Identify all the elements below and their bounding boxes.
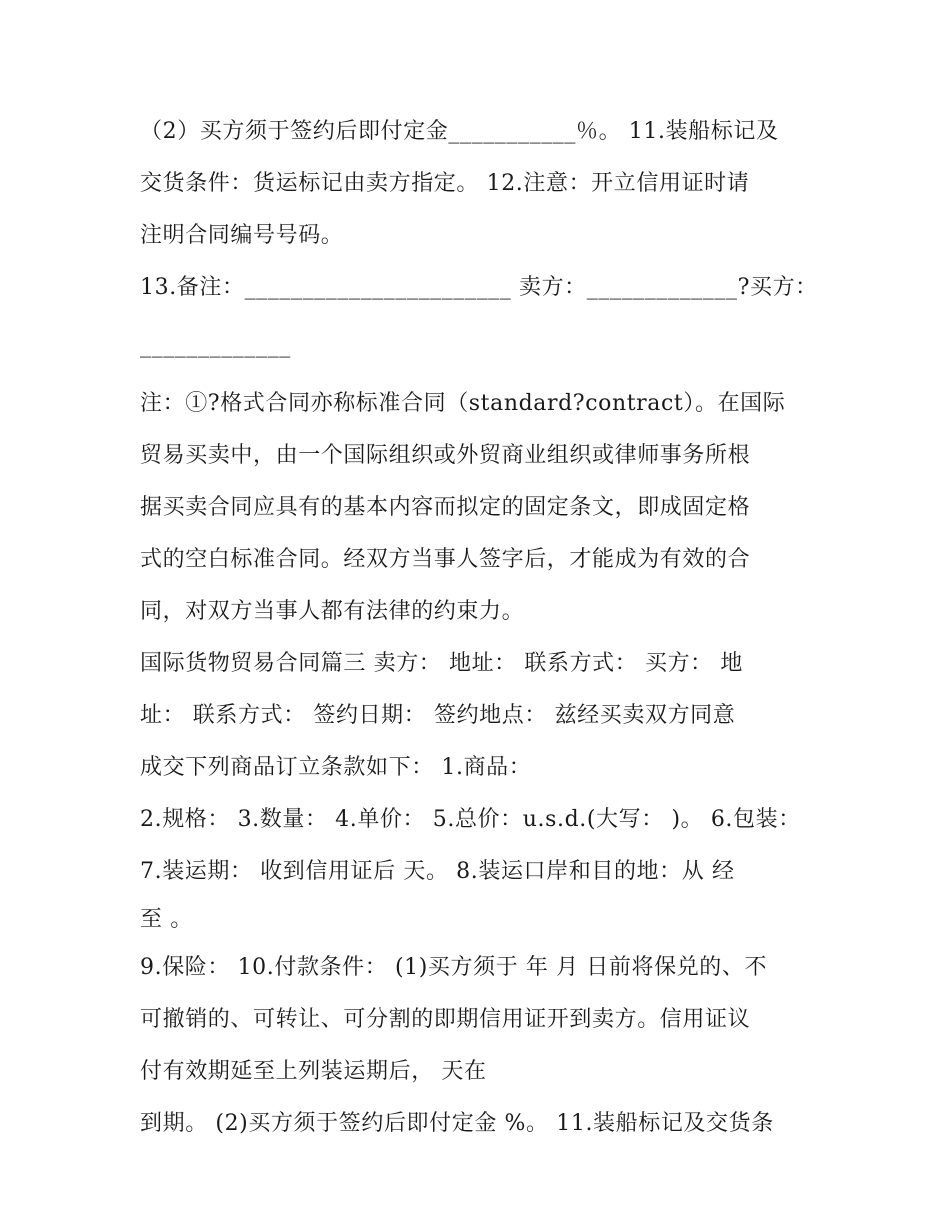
text-line: （2）买方须于签约后即付定金___________％。 11.装船标记及: [140, 119, 779, 144]
text-line: 注：①?格式合同亦称标准合同（standard?contract）。在国际: [140, 391, 786, 416]
text-line: 式的空白标准合同。经双方当事人签字后，才能成为有效的合: [140, 547, 751, 572]
text-line: 9.保险： 10.付款条件： (1)买方须于 年 月 日前将保兑的、不: [140, 955, 768, 980]
text-line: 2.规格： 3.数量： 4.单价： 5.总价：u.s.d.(大写： )。 6.包装：: [140, 807, 801, 832]
text-line: _____________: [140, 333, 291, 358]
document-page: [140, 106, 820, 1150]
text-line: 13.备注：_______________________ 卖方：_____________?买方：: [140, 275, 818, 300]
text-line: 同，对双方当事人都有法律的约束力。: [140, 599, 525, 624]
text-line: 国际货物贸易合同篇三 卖方： 地址： 联系方式： 买方： 地: [140, 651, 743, 676]
text-line: 到期。 (2)买方须于签约后即付定金 %。 11.装船标记及交货条: [140, 1111, 774, 1136]
text-line: 交货条件：货运标记由卖方指定。 12.注意：开立信用证时请: [140, 171, 750, 196]
text-line: 贸易买卖中，由一个国际组织或外贸商业组织或律师事务所根: [140, 443, 751, 468]
text-line: 7.装运期： 收到信用证后 天。 8.装运口岸和目的地：从 经: [140, 859, 735, 884]
text-line: 址： 联系方式： 签约日期： 签约地点： 兹经买卖双方同意: [140, 703, 736, 728]
text-line: 付有效期延至上列装运期后， 天在: [140, 1059, 487, 1084]
text-line: 至 。: [140, 907, 193, 932]
text-line: 可撤销的、可转让、可分割的即期信用证开到卖方。信用证议: [140, 1007, 751, 1032]
text-line: 注明合同编号号码。: [140, 223, 344, 248]
text-line: 成交下列商品订立条款如下： 1.商品：: [140, 755, 532, 780]
text-line: 据买卖合同应具有的基本内容而拟定的固定条文，即成固定格: [140, 495, 751, 520]
